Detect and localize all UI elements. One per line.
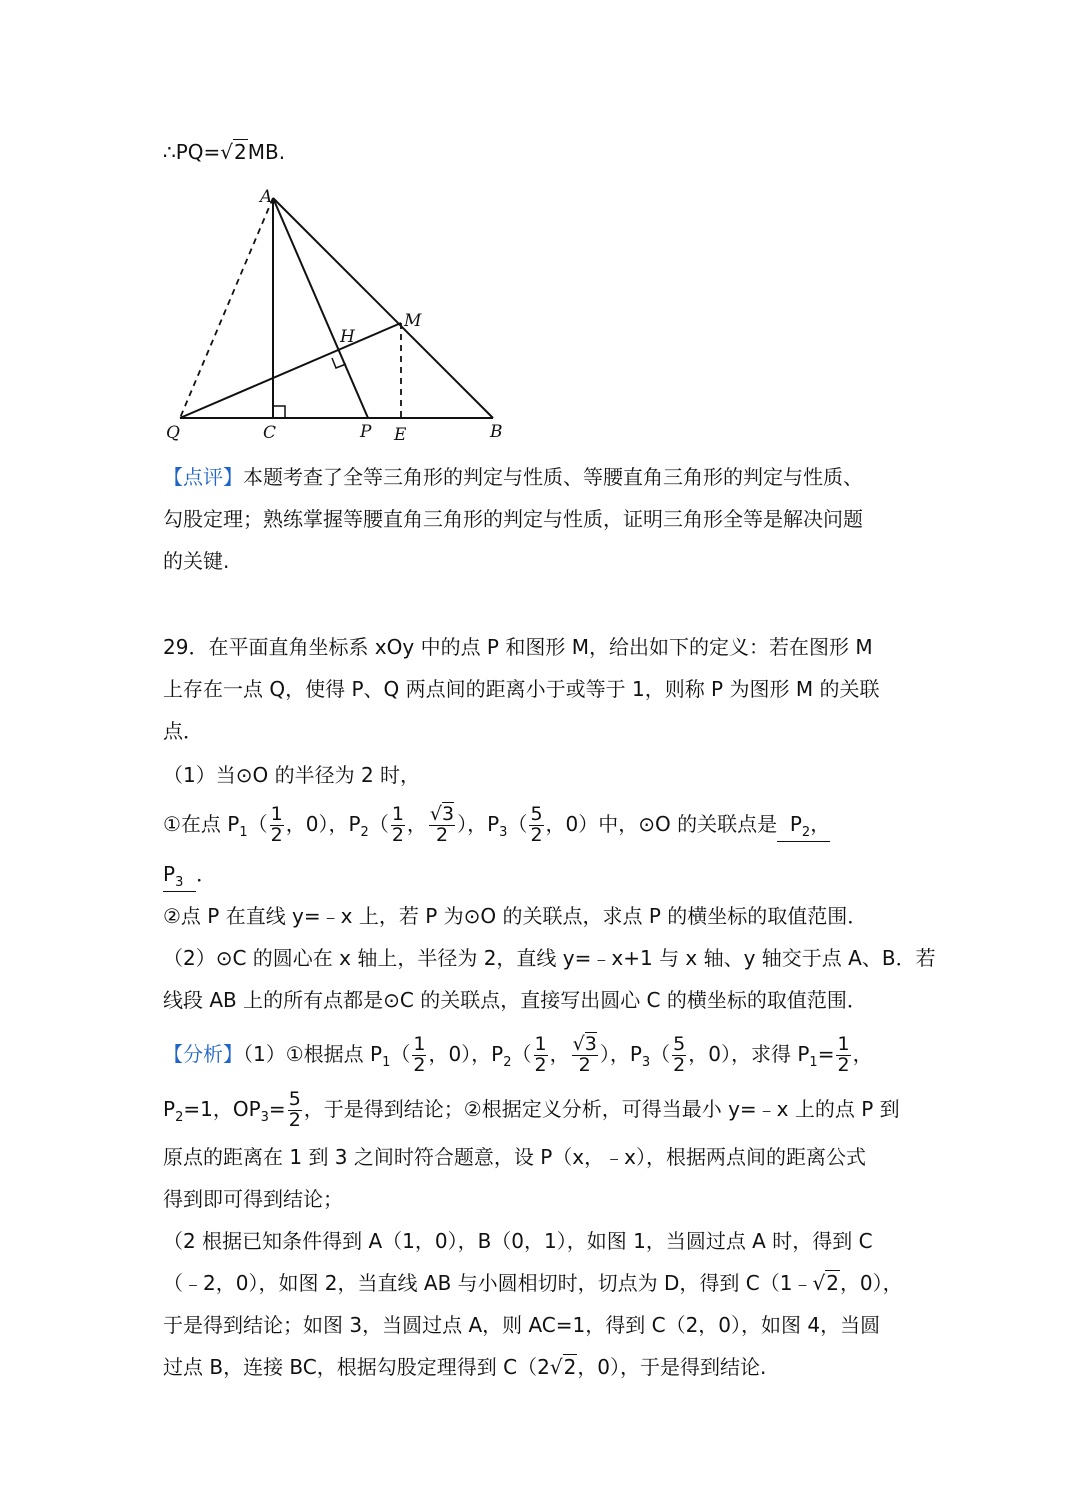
review-line-3: 的关键. xyxy=(163,549,230,573)
fraction: $\frac{√3}{2}$ xyxy=(572,1033,597,1076)
problem-line-2: 上存在一点 Q，使得 P、Q 两点间的距离小于或等于 1，则称 P 为图形 M 的关联 xyxy=(163,677,880,701)
analysis-line-2: $P_2=1$，$OP_3=$ $\frac{5}{2}$ ，于是得到结论；②根据定义分析，可得当最小 y=﹣x 上的点 P 到 xyxy=(163,1088,900,1131)
fraction: $\frac{1}{2}$ xyxy=(534,1033,547,1076)
sqrt-expression: √2 xyxy=(220,140,247,164)
fraction: $\frac{1}{2}$ xyxy=(391,803,404,846)
fraction: $\frac{1}{2}$ xyxy=(413,1033,426,1076)
fraction: $\frac{1}{2}$ xyxy=(270,803,283,846)
conclusion-suffix: MB. xyxy=(247,140,286,164)
geometry-figure xyxy=(160,180,520,450)
problem-part1-title: （1）当⊙O 的半径为 2 时， xyxy=(163,763,421,787)
fraction: $\frac{5}{2}$ xyxy=(530,803,543,846)
label-a: A xyxy=(260,187,273,207)
analysis-line-8: 过点 B，连接 BC，根据勾股定理得到 C（2√2，0），于是得到结论. xyxy=(163,1355,767,1379)
problem-line-3: 点． xyxy=(163,719,203,743)
label-e: E xyxy=(394,425,407,445)
conclusion-prefix: ∴PQ= xyxy=(163,140,221,164)
review-tag: 【点评】 xyxy=(163,465,243,489)
sqrt-expression: √2 xyxy=(549,1355,577,1379)
problem-line-1: 29．在平面直角坐标系 xOy 中的点 P 和图形 M，给出如下的定义：若在图形 M xyxy=(163,635,873,659)
review-text-1: 本题考查了全等三角形的判定与性质、等腰直角三角形的判定与性质、 xyxy=(243,465,863,489)
answer-blank-2: $P_3$ xyxy=(163,862,196,892)
analysis-line-1: 【分析】（1）①根据点 $P_1$（ $\frac{1}{2}$ ，0），$P_2$（ $\frac{1}{2}$ ， $\frac{√3}{2}$ ），$P_3$（ $\frac{5}{2}$ ，0），求得 $P_1=$ $\frac{1}{2}$ ， xyxy=(163,1033,873,1076)
right-angle-c xyxy=(273,406,285,418)
analysis-line-5: （2 根据已知条件得到 A（1，0），B（0，1），如图 1，当圆过点 A 时，得到 C xyxy=(163,1229,873,1253)
review-line-2: 勾股定理；熟练掌握等腰直角三角形的判定与性质，证明三角形全等是解决问题 xyxy=(163,507,863,531)
fraction: $\frac{5}{2}$ xyxy=(673,1033,686,1076)
analysis-line-3: 原点的距离在 1 到 3 之间时符合题意，设 P（x，﹣x），根据两点间的距离公式 xyxy=(163,1145,866,1169)
analysis-line-6: （﹣2，0），如图 2，当直线 AB 与小圆相切时，切点为 D，得到 C（1﹣√2，0）， xyxy=(163,1271,903,1295)
problem-q2-line: ②点 P 在直线 y=﹣x 上，若 P 为⊙O 的关联点，求点 P 的横坐标的取值范围． xyxy=(163,904,868,928)
problem-q1-answer-line: $P_3$ ． xyxy=(163,862,217,890)
segment-ap xyxy=(273,198,368,418)
problem-part2-line-1: （2）⊙C 的圆心在 x 轴上，半径为 2，直线 y=﹣x+1 与 x 轴、y 轴交于点 A、B．若 xyxy=(163,946,936,970)
label-c: C xyxy=(263,423,277,443)
label-m: M xyxy=(404,311,422,331)
segment-ab xyxy=(273,198,493,418)
answer-blank-1: $P_2$， xyxy=(777,811,831,840)
analysis-tag: 【分析】 xyxy=(163,1041,243,1066)
fraction: $\frac{√3}{2}$ xyxy=(429,803,455,846)
sqrt-expression: √2 xyxy=(812,1271,839,1295)
fraction: $\frac{5}{2}$ xyxy=(288,1088,301,1131)
analysis-line-4: 得到即可得到结论； xyxy=(163,1187,343,1211)
label-q: Q xyxy=(166,423,180,443)
segment-qm xyxy=(180,323,401,418)
problem-part2-line-2: 线段 AB 上的所有点都是⊙C 的关联点，直接写出圆心 C 的横坐标的取值范围． xyxy=(163,988,867,1012)
label-h: H xyxy=(340,327,355,347)
label-b: B xyxy=(490,422,503,442)
conclusion-line xyxy=(163,140,923,164)
analysis-line-7: 于是得到结论；如图 3，当圆过点 A，则 AC=1，得到 C（2，0），如图 4，当圆 xyxy=(163,1313,881,1337)
fraction: $\frac{1}{2}$ xyxy=(837,1033,850,1076)
label-p: P xyxy=(360,422,372,442)
problem-q1-line: ①在点 $P_1$（ $\frac{1}{2}$ ，0），$P_2$（ $\frac{1}{2}$ ， $\frac{√3}{2}$ ），$P_3$（ $\frac{5}{2}$ ，0）中，⊙O 的关联点是 $P_2$， xyxy=(163,803,831,846)
review-line-1 xyxy=(163,465,923,489)
